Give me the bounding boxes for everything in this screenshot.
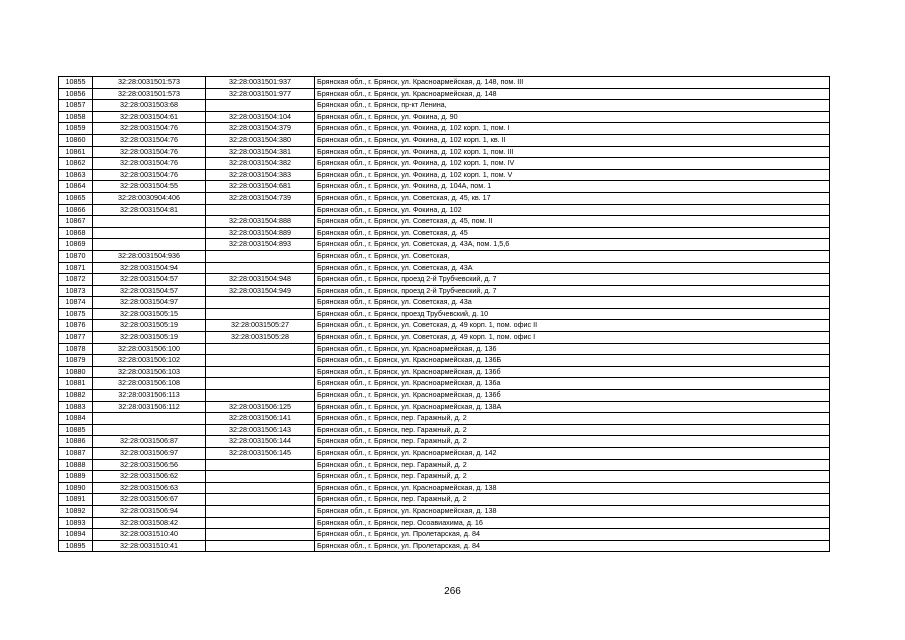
object-cadastral-number-cell (206, 529, 315, 541)
object-cadastral-number-cell: 32:28:0031504:379 (206, 123, 315, 135)
cadastral-number-cell: 32:28:0031506:108 (93, 378, 206, 390)
table-row (59, 146, 830, 158)
object-cadastral-number-cell: 32:28:0031506:143 (206, 424, 315, 436)
object-cadastral-number-cell: 32:28:0031504:104 (206, 111, 315, 123)
object-cadastral-number-cell: 32:28:0031506:125 (206, 401, 315, 413)
cadastral-number-cell: 32:28:0031504:76 (93, 169, 206, 181)
table-row (59, 355, 830, 367)
address-cell: Брянская обл., г. Брянск, ул. Красноармейская, д. 148 (315, 88, 830, 100)
table-row (59, 482, 830, 494)
cadastral-number-cell: 32:28:0031506:100 (93, 343, 206, 355)
address-cell: Брянская обл., г. Брянск, пр-кт Ленина, (315, 100, 830, 112)
row-number-cell: 10886 (59, 436, 93, 448)
address-cell: Брянская обл., г. Брянск, ул. Красноармейская, д. 136б (315, 390, 830, 402)
row-number-cell: 10892 (59, 505, 93, 517)
address-cell: Брянская обл., г. Брянск, ул. Красноармейская, д. 148, пом. III (315, 77, 830, 89)
address-cell: Брянская обл., г. Брянск, пер. Гаражный, д. 2 (315, 424, 830, 436)
table-row (59, 390, 830, 402)
row-number-cell: 10855 (59, 77, 93, 89)
row-number-cell: 10877 (59, 332, 93, 344)
address-cell: Брянская обл., г. Брянск, ул. Советская, д. 49 корп. 1, пом. офис I (315, 332, 830, 344)
cadastral-number-cell: 32:28:0031510:40 (93, 529, 206, 541)
address-cell: Брянская обл., г. Брянск, ул. Фокина, д. 102 корп. 1, пом. IV (315, 158, 830, 170)
table-row (59, 262, 830, 274)
row-number-cell: 10882 (59, 390, 93, 402)
object-cadastral-number-cell (206, 262, 315, 274)
row-number-cell: 10878 (59, 343, 93, 355)
table-row (59, 239, 830, 251)
cadastral-number-cell: 32:28:0030904:406 (93, 192, 206, 204)
row-number-cell: 10891 (59, 494, 93, 506)
address-cell: Брянская обл., г. Брянск, проезд 2-й Трубчевский, д. 7 (315, 285, 830, 297)
row-number-cell: 10873 (59, 285, 93, 297)
table-row (59, 505, 830, 517)
table-row (59, 332, 830, 344)
cadastral-number-cell (93, 239, 206, 251)
table-row (59, 517, 830, 529)
object-cadastral-number-cell (206, 355, 315, 367)
table-row (59, 424, 830, 436)
table-row (59, 308, 830, 320)
row-number-cell: 10863 (59, 169, 93, 181)
cadastral-number-cell: 32:28:0031506:63 (93, 482, 206, 494)
object-cadastral-number-cell (206, 100, 315, 112)
table-row (59, 378, 830, 390)
object-cadastral-number-cell (206, 459, 315, 471)
cadastral-number-cell: 32:28:0031504:76 (93, 158, 206, 170)
object-cadastral-number-cell: 32:28:0031505:28 (206, 332, 315, 344)
object-cadastral-number-cell: 32:28:0031506:144 (206, 436, 315, 448)
address-cell: Брянская обл., г. Брянск, пер. Гаражный, д. 2 (315, 471, 830, 483)
row-number-cell: 10869 (59, 239, 93, 251)
object-cadastral-number-cell (206, 308, 315, 320)
row-number-cell: 10888 (59, 459, 93, 471)
row-number-cell: 10887 (59, 448, 93, 460)
cadastral-number-cell: 32:28:0031505:19 (93, 332, 206, 344)
address-cell: Брянская обл., г. Брянск, ул. Пролетарская, д. 84 (315, 529, 830, 541)
address-cell: Брянская обл., г. Брянск, ул. Красноармейская, д. 136б (315, 366, 830, 378)
cadastral-number-cell: 32:28:0031506:94 (93, 505, 206, 517)
address-cell: Брянская обл., г. Брянск, ул. Красноармейская, д. 138 (315, 505, 830, 517)
row-number-cell: 10883 (59, 401, 93, 413)
object-cadastral-number-cell: 32:28:0031504:383 (206, 169, 315, 181)
cadastral-number-cell: 32:28:0031504:936 (93, 250, 206, 262)
cadastral-number-cell (93, 216, 206, 228)
address-cell: Брянская обл., г. Брянск, ул. Фокина, д. 102 корп. 1, пом. III (315, 146, 830, 158)
object-cadastral-number-cell: 32:28:0031504:739 (206, 192, 315, 204)
row-number-cell: 10856 (59, 88, 93, 100)
object-cadastral-number-cell: 32:28:0031504:893 (206, 239, 315, 251)
address-cell: Брянская обл., г. Брянск, пер. Гаражный, д. 2 (315, 459, 830, 471)
table-row (59, 436, 830, 448)
cadastral-number-cell (93, 227, 206, 239)
row-number-cell: 10862 (59, 158, 93, 170)
cadastral-number-cell: 32:28:0031505:19 (93, 320, 206, 332)
cadastral-number-cell: 32:28:0031506:113 (93, 390, 206, 402)
row-number-cell: 10870 (59, 250, 93, 262)
object-cadastral-number-cell (206, 250, 315, 262)
address-cell: Брянская обл., г. Брянск, ул. Советская, д. 45, пом. II (315, 216, 830, 228)
object-cadastral-number-cell (206, 204, 315, 216)
table-row (59, 343, 830, 355)
table-row (59, 111, 830, 123)
table-row (59, 192, 830, 204)
object-cadastral-number-cell: 32:28:0031504:380 (206, 134, 315, 146)
object-cadastral-number-cell (206, 494, 315, 506)
table-row (59, 158, 830, 170)
address-cell: Брянская обл., г. Брянск, ул. Пролетарская, д. 84 (315, 540, 830, 552)
cadastral-number-cell: 32:28:0031504:76 (93, 134, 206, 146)
page-number: 266 (444, 586, 461, 597)
table-row (59, 540, 830, 552)
row-number-cell: 10879 (59, 355, 93, 367)
table-row (59, 123, 830, 135)
row-number-cell: 10875 (59, 308, 93, 320)
cadastral-number-cell: 32:28:0031504:97 (93, 297, 206, 309)
row-number-cell: 10893 (59, 517, 93, 529)
row-number-cell: 10894 (59, 529, 93, 541)
object-cadastral-number-cell: 32:28:0031504:888 (206, 216, 315, 228)
cadastral-number-cell: 32:28:0031506:56 (93, 459, 206, 471)
object-cadastral-number-cell (206, 517, 315, 529)
cadastral-number-cell: 32:28:0031501:573 (93, 88, 206, 100)
object-cadastral-number-cell: 32:28:0031504:681 (206, 181, 315, 193)
address-cell: Брянская обл., г. Брянск, пер. Гаражный, д. 2 (315, 494, 830, 506)
address-cell: Брянская обл., г. Брянск, ул. Советская, д. 45, кв. 17 (315, 192, 830, 204)
object-cadastral-number-cell: 32:28:0031505:27 (206, 320, 315, 332)
address-cell: Брянская обл., г. Брянск, пер. Гаражный, д. 2 (315, 436, 830, 448)
address-cell: Брянская обл., г. Брянск, проезд 2-й Трубчевский, д. 7 (315, 274, 830, 286)
row-number-cell: 10890 (59, 482, 93, 494)
row-number-cell: 10895 (59, 540, 93, 552)
address-cell: Брянская обл., г. Брянск, ул. Советская, д. 49 корп. 1, пом. офис II (315, 320, 830, 332)
cadastral-number-cell: 32:28:0031505:15 (93, 308, 206, 320)
object-cadastral-number-cell: 32:28:0031504:948 (206, 274, 315, 286)
object-cadastral-number-cell: 32:28:0031504:382 (206, 158, 315, 170)
row-number-cell: 10860 (59, 134, 93, 146)
cadastral-number-cell: 32:28:0031504:57 (93, 285, 206, 297)
object-cadastral-number-cell (206, 390, 315, 402)
row-number-cell: 10858 (59, 111, 93, 123)
object-cadastral-number-cell (206, 343, 315, 355)
object-cadastral-number-cell (206, 366, 315, 378)
address-cell: Брянская обл., г. Брянск, ул. Красноармейская, д. 142 (315, 448, 830, 460)
table-row (59, 134, 830, 146)
row-number-cell: 10885 (59, 424, 93, 436)
address-cell: Брянская обл., г. Брянск, ул. Советская, (315, 250, 830, 262)
address-cell: Брянская обл., г. Брянск, ул. Красноармейская, д. 136 (315, 343, 830, 355)
row-number-cell: 10872 (59, 274, 93, 286)
object-cadastral-number-cell: 32:28:0031504:949 (206, 285, 315, 297)
object-cadastral-number-cell (206, 471, 315, 483)
table-row (59, 459, 830, 471)
address-cell: Брянская обл., г. Брянск, ул. Советская, д. 45 (315, 227, 830, 239)
table-row (59, 285, 830, 297)
table-row (59, 471, 830, 483)
cadastral-number-cell: 32:28:0031506:97 (93, 448, 206, 460)
object-cadastral-number-cell (206, 505, 315, 517)
address-cell: Брянская обл., г. Брянск, ул. Красноармейская, д. 138А (315, 401, 830, 413)
cadastral-number-cell: 32:28:0031504:57 (93, 274, 206, 286)
table-row (59, 227, 830, 239)
table-row (59, 204, 830, 216)
table-row (59, 274, 830, 286)
cadastral-number-cell: 32:28:0031504:76 (93, 123, 206, 135)
cadastral-number-cell: 32:28:0031506:102 (93, 355, 206, 367)
object-cadastral-number-cell: 32:28:0031506:141 (206, 413, 315, 425)
row-number-cell: 10881 (59, 378, 93, 390)
table-row (59, 529, 830, 541)
table-row (59, 88, 830, 100)
cadastral-number-cell (93, 413, 206, 425)
object-cadastral-number-cell (206, 482, 315, 494)
cadastral-number-cell: 32:28:0031510:41 (93, 540, 206, 552)
row-number-cell: 10861 (59, 146, 93, 158)
cadastral-number-cell: 32:28:0031504:81 (93, 204, 206, 216)
row-number-cell: 10871 (59, 262, 93, 274)
cadastral-number-cell: 32:28:0031506:103 (93, 366, 206, 378)
table-row (59, 401, 830, 413)
table-row (59, 250, 830, 262)
row-number-cell: 10889 (59, 471, 93, 483)
cadastral-number-cell: 32:28:0031508:42 (93, 517, 206, 529)
table-row (59, 297, 830, 309)
property-register-table (58, 76, 830, 552)
address-cell: Брянская обл., г. Брянск, ул. Советская, д. 43А (315, 262, 830, 274)
cadastral-number-cell: 32:28:0031504:94 (93, 262, 206, 274)
object-cadastral-number-cell: 32:28:0031504:889 (206, 227, 315, 239)
address-cell: Брянская обл., г. Брянск, ул. Фокина, д. 102 корп. 1, пом. V (315, 169, 830, 181)
cadastral-number-cell: 32:28:0031504:76 (93, 146, 206, 158)
row-number-cell: 10867 (59, 216, 93, 228)
table-row (59, 366, 830, 378)
row-number-cell: 10865 (59, 192, 93, 204)
cadastral-number-cell: 32:28:0031504:61 (93, 111, 206, 123)
object-cadastral-number-cell (206, 540, 315, 552)
table-row (59, 100, 830, 112)
table-row (59, 169, 830, 181)
object-cadastral-number-cell (206, 297, 315, 309)
row-number-cell: 10876 (59, 320, 93, 332)
address-cell: Брянская обл., г. Брянск, ул. Советская, д. 43а (315, 297, 830, 309)
address-cell: Брянская обл., г. Брянск, ул. Фокина, д. 90 (315, 111, 830, 123)
cadastral-number-cell: 32:28:0031504:55 (93, 181, 206, 193)
cadastral-number-cell: 32:28:0031506:87 (93, 436, 206, 448)
object-cadastral-number-cell: 32:28:0031501:977 (206, 88, 315, 100)
address-cell: Брянская обл., г. Брянск, ул. Красноармейская, д. 136Б (315, 355, 830, 367)
table-row (59, 216, 830, 228)
row-number-cell: 10880 (59, 366, 93, 378)
table-row (59, 448, 830, 460)
cadastral-number-cell: 32:28:0031503:68 (93, 100, 206, 112)
table-row (59, 77, 830, 89)
row-number-cell: 10884 (59, 413, 93, 425)
address-cell: Брянская обл., г. Брянск, ул. Красноармейская, д. 138 (315, 482, 830, 494)
row-number-cell: 10857 (59, 100, 93, 112)
row-number-cell: 10874 (59, 297, 93, 309)
object-cadastral-number-cell: 32:28:0031506:145 (206, 448, 315, 460)
address-cell: Брянская обл., г. Брянск, ул. Фокина, д. 102 (315, 204, 830, 216)
address-cell: Брянская обл., г. Брянск, ул. Фокина, д. 102 корп. 1, пом. I (315, 123, 830, 135)
table-body (59, 77, 830, 552)
object-cadastral-number-cell: 32:28:0031504:381 (206, 146, 315, 158)
address-cell: Брянская обл., г. Брянск, ул. Красноармейская, д. 136а (315, 378, 830, 390)
cadastral-number-cell: 32:28:0031506:67 (93, 494, 206, 506)
table-row (59, 494, 830, 506)
address-cell: Брянская обл., г. Брянск, пер. Гаражный, д. 2 (315, 413, 830, 425)
cadastral-number-cell: 32:28:0031506:62 (93, 471, 206, 483)
cadastral-number-cell: 32:28:0031506:112 (93, 401, 206, 413)
address-cell: Брянская обл., г. Брянск, ул. Советская, д. 43А, пом. 1,5,6 (315, 239, 830, 251)
object-cadastral-number-cell: 32:28:0031501:937 (206, 77, 315, 89)
table-row (59, 181, 830, 193)
address-cell: Брянская обл., г. Брянск, проезд Трубчевский, д. 10 (315, 308, 830, 320)
row-number-cell: 10864 (59, 181, 93, 193)
row-number-cell: 10859 (59, 123, 93, 135)
address-cell: Брянская обл., г. Брянск, ул. Фокина, д. 102 корп. 1, кв. II (315, 134, 830, 146)
cadastral-number-cell: 32:28:0031501:573 (93, 77, 206, 89)
row-number-cell: 10866 (59, 204, 93, 216)
table-row (59, 320, 830, 332)
cadastral-number-cell (93, 424, 206, 436)
row-number-cell: 10868 (59, 227, 93, 239)
address-cell: Брянская обл., г. Брянск, ул. Фокина, д. 104А, пом. 1 (315, 181, 830, 193)
address-cell: Брянская обл., г. Брянск, пер. Осоавиахима, д. 16 (315, 517, 830, 529)
table-row (59, 413, 830, 425)
object-cadastral-number-cell (206, 378, 315, 390)
